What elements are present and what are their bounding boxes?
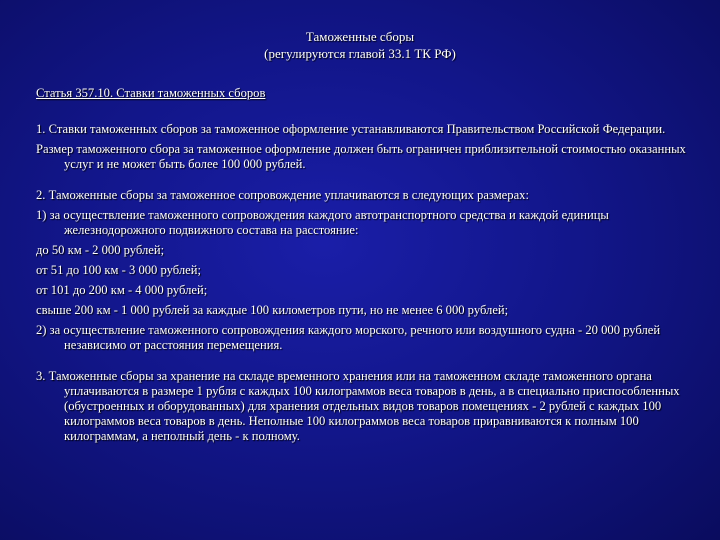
- paragraph-1: 1. Ставки таможенных сборов за таможенное оформление устанавливаются Правительством Российской Федерации.: [36, 122, 666, 136]
- article-heading: Статья 357.10. Ставки таможенных сборов: [36, 86, 266, 100]
- paragraph-3: 2. Таможенные сборы за таможенное сопровождение уплачиваются в следующих размерах:: [36, 188, 529, 202]
- slide-title: [0, 28, 720, 62]
- paragraph-4: 1) за осуществление таможенного сопровождения каждого автотранспортного средства и каждой единицы железнодорожного подвижного состава на расстояние:: [36, 208, 609, 237]
- paragraph-10: 3. Таможенные сборы за хранение на складе временного хранения или на таможенном складе таможенного органа уплачиваются в размере 1 рубля с каждых 100 килограммов веса товаров в день, а в специально приспособленных (обустроенных и оборудованных) для хранения отдельных видов товаров помещениях - 2 рублей с каждых 100 килограммов веса товаров в день. Неполные 100 килограммов веса товаров приравниваются к полным 100 килограммам, а неполный день - к полному.: [36, 369, 680, 443]
- paragraph-7: от 101 до 200 км - 4 000 рублей;: [36, 283, 208, 297]
- slide-content: [36, 86, 696, 444]
- paragraph-8: свыше 200 км - 1 000 рублей за каждые 100 километров пути, но не менее 6 000 рублей;: [36, 303, 509, 317]
- paragraph-6: от 51 до 100 км - 3 000 рублей;: [36, 263, 201, 277]
- paragraph-2: Размер таможенного сбора за таможенное оформление должен быть ограничен приблизительной стоимостью оказанных услуг и не может быть более 100 000 рублей.: [36, 142, 686, 171]
- paragraph-5: до 50 км - 2 000 рублей;: [36, 243, 165, 257]
- title-line-2: (регулируются главой 33.1 ТК РФ): [264, 46, 456, 61]
- paragraph-9: 2) за осуществление таможенного сопровождения каждого морского, речного или воздушного судна - 20 000 рублей независимо от расстояния перемещения.: [36, 323, 661, 352]
- title-line-1: Таможенные сборы: [305, 29, 415, 44]
